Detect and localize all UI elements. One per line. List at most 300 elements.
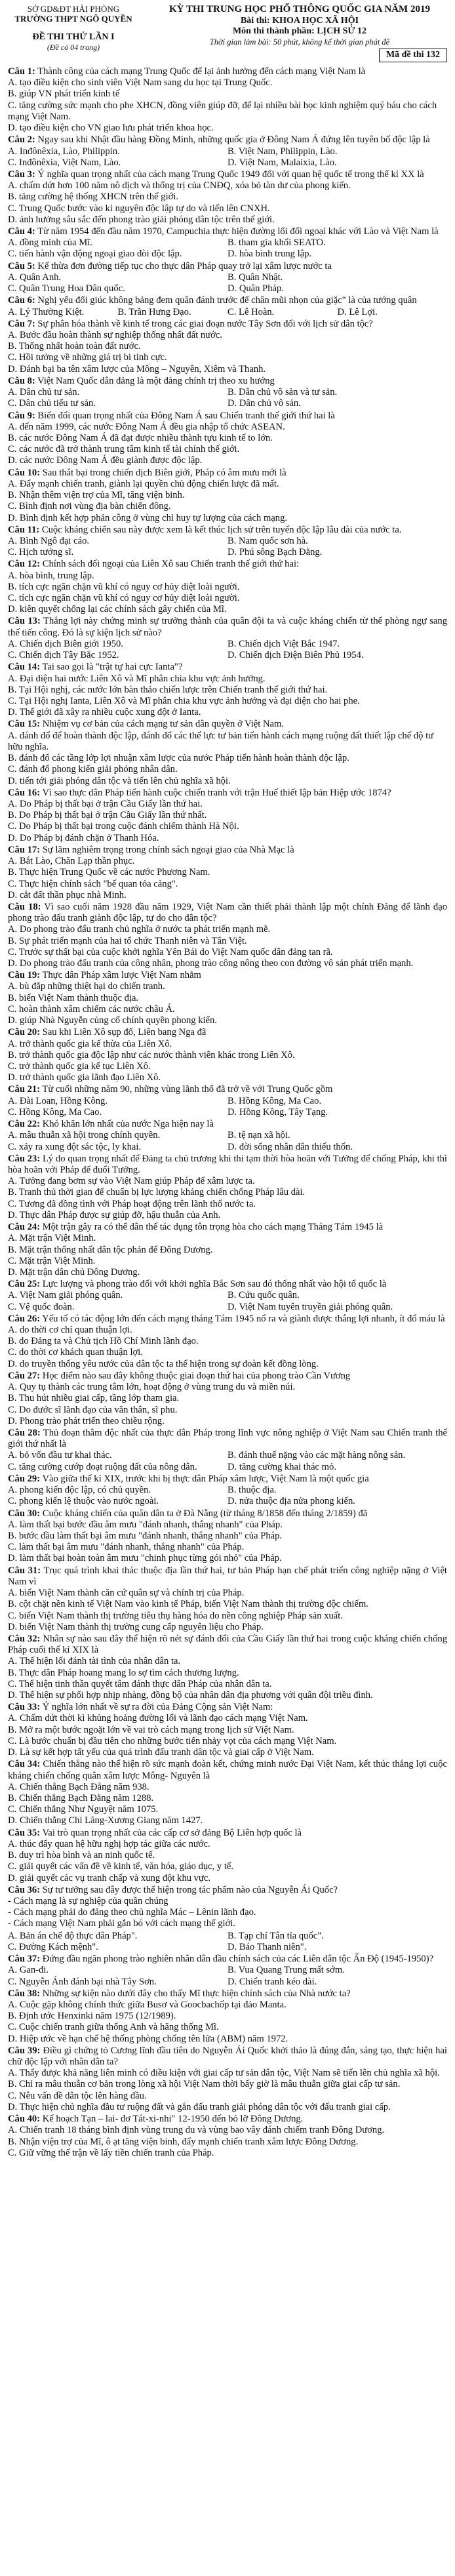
answer-option: C. Vệ quốc đoàn.: [8, 1301, 75, 1312]
question-item: [8, 1314, 447, 1370]
question-number: Câu 23:: [8, 1153, 41, 1164]
answer-option: C. Thực hiện chính sách "bế quan tỏa cảng".: [8, 878, 178, 889]
question-text: Trục quá trình khai thác thuộc địa lần thứ hai, tư bản Pháp hạn chế phát triển công nghiệp nặng ở Việt Nam vì: [8, 1565, 447, 1587]
question-text: Sự tư tưởng sau đây được thể hiện trong tác phẩm nào của Nguyễn Ái Quốc?: [40, 1884, 338, 1895]
exam-code-box: Mã đề thi 132: [379, 49, 447, 62]
question-item: [8, 719, 447, 786]
answer-option: D. làm thất bại hoàn toàn âm mưu "chinh phục từng gói nhỏ" của Pháp.: [8, 1553, 282, 1564]
question-text: Cuộc kháng chiến của quân dân ta ở Đà Nẵng (từ tháng 8/1858 đến tháng 2/1859) đã: [40, 1508, 368, 1519]
question-text: Cuộc kháng chiến sau này được xem là kết thúc lịch sử trên tuyến độc lập lâu dài của nước ta.: [39, 524, 402, 535]
question-number: Câu 7:: [8, 318, 35, 329]
question-stem: [8, 1084, 447, 1095]
answer-option: C. Đường Kách mệnh".: [8, 1941, 98, 1952]
answer-option: A. Chiến dịch Biên giới 1950.: [8, 638, 123, 649]
question-text: Ngay sau khi Nhật đầu hàng Đồng Minh, những quốc gia ở Đông Nam Á đứng lên tuyên bố độc lập là: [35, 134, 430, 146]
answer-options: [8, 1382, 447, 1427]
answer-option: D. Chiến tranh kéo dài.: [227, 1976, 317, 1987]
answer-option: C. Do đước sĩ lãnh đạo của văn thân, sĩ phu.: [8, 1404, 178, 1415]
question-text: Sau thắt bại trong chiến dịch Biên giới, Pháp có âm mưu mới là: [40, 467, 287, 478]
question-item: [8, 970, 447, 1026]
answer-option: B. Nam quốc sơn hà.: [227, 535, 308, 546]
answer-options: [8, 2000, 447, 2045]
answer-options: [8, 272, 447, 294]
answer-options: [8, 1176, 447, 1221]
answer-option: A. Lý Thường Kiệt.: [8, 306, 85, 317]
question-text: Vai trò quan trọng nhất của các cấp cơ sở đảng Bộ Liên hợp quốc là: [40, 1827, 302, 1838]
answer-option: C. Giữ vững thế trận về lấy tiền chiến tranh của Pháp.: [8, 2147, 214, 2158]
question-item: [8, 1027, 447, 1083]
answer-option: A. Tưởng đang bơm sự vào Việt Nam giúp Pháp để xâm lược ta.: [8, 1176, 255, 1187]
question-number: Câu 18:: [8, 901, 41, 912]
pages-note: (Đề có 04 trang): [47, 43, 100, 52]
question-stem: [8, 1474, 447, 1485]
question-stem: [8, 134, 447, 146]
question-text: Chiến thắng nào thể hiện rõ sức mạnh đoàn kết, chứng minh nước Đại Việt Nam, kết thúc thắng lợi cuộc kháng chiến chống quân xâm lược Mông- Nguyên là: [8, 1759, 447, 1781]
question-stem: [8, 1565, 447, 1588]
question-stem: [8, 295, 447, 306]
answer-option: A. Quân Anh.: [8, 272, 62, 283]
question-item: [8, 226, 447, 260]
question-number: Câu 16:: [8, 787, 41, 798]
question-number: Câu 35:: [8, 1827, 41, 1838]
subject-group: Bài thi: KHOA HỌC XÃ HỘI: [240, 15, 359, 26]
answer-option: C. xảy ra xung đột sắc tộc, ly khai.: [8, 1141, 142, 1152]
question-stem: [8, 1222, 447, 1233]
answer-option: C. Hồng Kông, Ma Cao.: [8, 1106, 102, 1117]
question-stem: [8, 1154, 447, 1176]
question-number: Câu 9:: [8, 410, 35, 421]
question-stem: [8, 1428, 447, 1450]
question-item: [8, 525, 447, 559]
answer-option: B. đánh đổ các tầng lớp lợi nhuận xâm lược của nước Pháp tiến hành hoàn thành độc lập.: [8, 753, 349, 764]
answer-option: C. biến Việt Nam thành thị trường tiêu thụ hàng hóa do nền công nghiệp Pháp sản xuất.: [8, 1610, 343, 1621]
answer-options: [8, 77, 447, 134]
answer-option: A. Đại diện hai nước Liên Xô và Mĩ phân chia khu vực ảnh hưởng.: [8, 673, 266, 684]
question-stem: [8, 1988, 447, 2000]
question-item: [8, 1474, 447, 1508]
question-stem: [8, 1954, 447, 1965]
answer-option: A. Do Pháp bị thất bại ở trận Cầu Giấy lần thứ hai.: [8, 798, 203, 809]
answer-option: B. Chiến thắng Bạch Đằng năm 1288.: [8, 1793, 154, 1804]
answer-option: B. trở thành quốc gia độc lập như các nước thành viên khác trong Liên Xô.: [8, 1049, 295, 1060]
answer-options: [8, 571, 447, 616]
question-list: [8, 66, 447, 2159]
question-item: [8, 1428, 447, 1473]
question-stem: [8, 719, 447, 730]
question-text: Ý nghĩa lớn nhất về sự ra đời của Đảng Cộng sản Việt Nam:: [40, 1702, 273, 1713]
answer-options: [8, 1588, 447, 1633]
answer-option: B. Cứu quốc quân.: [227, 1290, 300, 1301]
question-text: Thủ đoạn thâm độc nhất của thực dân Pháp trong lĩnh vực nông nghiệp ở Việt Nam sau Chiến tranh thế giới thứ nhất là: [8, 1428, 447, 1450]
answer-option: A. Việt Nam giải phóng quân.: [8, 1290, 123, 1301]
answer-option: A. Thế hiện lối đánh tài tình của nhân dân ta.: [8, 1656, 181, 1667]
answer-options: [8, 1713, 447, 1758]
question-number: Câu 4:: [8, 226, 35, 237]
answer-options: [8, 1096, 447, 1118]
question-stem: [8, 261, 447, 272]
answer-option: B. tham gia khối SEATO.: [227, 237, 326, 249]
answer-option: A. đến năm 1999, các nước Đông Nam Á đều gia nhập tổ chức ASEAN.: [8, 421, 285, 432]
question-item: [8, 376, 447, 410]
question-number: Câu 11:: [8, 524, 40, 535]
answer-option: B. tệ nạn xã hội.: [227, 1130, 290, 1141]
answer-option: B. Thực hiện Trung Quốc về các nước Phương Nam.: [8, 867, 210, 878]
question-item: [8, 902, 447, 969]
answer-options: [8, 2068, 447, 2113]
question-item: [8, 559, 447, 615]
answer-option: C. Quân Trung Hoa Dân quốc.: [8, 283, 125, 294]
answer-options: [8, 1290, 447, 1312]
answer-option: A. Đẩy mạnh chiến tranh, giành lại quyền chủ động chiến lược đã mất.: [8, 478, 279, 489]
answer-option: A. Chấm dứt thời kì khủng hoảng đường lối và lãnh đạo cách mạng Việt Nam.: [8, 1713, 308, 1724]
question-item: [8, 845, 447, 901]
answer-option: A. phong kiến độc lập, có chủ quyền.: [8, 1485, 151, 1496]
answer-option: C. hoàn thành xâm chiếm các nước châu Á.: [8, 1003, 175, 1015]
answer-option: A. Chiến tranh 18 tháng bình định vùng trung du và vùng bao vây đánh chiếm tranh Đông Dương.: [8, 2125, 385, 2136]
answer-option: C. Là bước chuẩn bị đầu tiên cho những bước tiến nhảy vọt của cách mạng Việt Nam.: [8, 1735, 337, 1746]
answer-option: D. Thể hiện sự phối hợp nhịp nhàng, đồng bộ của nhân dân địa phương với quân đội triều đình.: [8, 1690, 373, 1701]
answer-options: [8, 1450, 447, 1472]
question-text: Nhân sự nào sau đây thể hiện rõ nét sự đánh đổi của Cầu Giấy lần thứ hai trong cuộc kháng chiến chống Pháp cuối thế kỉ XIX là: [8, 1633, 447, 1656]
question-stem: [8, 226, 447, 237]
question-stem: [8, 1027, 447, 1038]
answer-option: - Cách mạng Việt Nam phải gắn bó với cách mạng thế giới.: [8, 1918, 236, 1929]
question-item: [8, 261, 447, 295]
answer-option: A. tạo điều kiện cho sinh viên Việt Nam sang du học tại Trung Quốc.: [8, 77, 273, 89]
question-text: Biến đổi quan trọng nhất của Đông Nam Á sau Chiến tranh thế giới thứ hai là: [35, 410, 335, 421]
question-text: Điều gì chứng tỏ Cương lĩnh đầu tiên do Nguyễn Ái Quốc khởi thảo là đúng đắn, sáng tạo, thực hiện hai chữ độc lập với nhân dân ta?: [8, 2045, 447, 2068]
answer-option: A. Chiến thắng Bạch Đằng năm 938.: [8, 1781, 149, 1792]
answer-option: D. Phong trào phát triển theo chiều rộng.: [8, 1415, 165, 1426]
answer-option: D. Bình định kết hợp phản công ở vùng chỉ huy tự lượng của cách mạng.: [8, 512, 288, 523]
question-text: Nghị yếu đối giúc không bảng đem quân đánh trước để chân mũi nhọn của giặc" là của tướng quân: [35, 295, 417, 306]
question-item: [8, 1371, 447, 1427]
answer-option: A. do thời cơ chỉ quan thuận lợi.: [8, 1325, 132, 1336]
answer-option: A. Mặt trận Việt Minh.: [8, 1233, 96, 1244]
answer-options: [8, 536, 447, 558]
answer-option: D. ảnh hưởng sâu sắc đến phong trào giải phóng dân tộc trên thế giới.: [8, 214, 275, 225]
answer-option: B. biến Việt Nam thành thuộc địa.: [8, 992, 139, 1003]
answer-options: [8, 479, 447, 524]
answer-option: B. Hồng Kông, Ma Cao.: [227, 1095, 322, 1106]
question-number: Câu 17:: [8, 844, 41, 855]
question-stem: [8, 1279, 447, 1290]
answer-option: D. Quân Pháp.: [227, 283, 284, 294]
answer-option: B. thuộc địa.: [227, 1485, 277, 1496]
question-stem: [8, 1702, 447, 1713]
answer-option: B. đánh thuế nặng vào các mặt hàng nông sản.: [227, 1450, 406, 1461]
answer-option: B. Trần Hưng Đạo.: [117, 306, 191, 317]
question-number: Câu 1:: [8, 66, 35, 77]
question-number: Câu 39:: [8, 2045, 41, 2056]
answer-option: D. kiên quyết chống lại các chính sách gây chiến của Mĩ.: [8, 604, 227, 615]
answer-option: A. Bắt Lào, Chăn Lạp thần phục.: [8, 856, 135, 867]
answer-option: C. tích cực ngăn chặn vũ khí có nguy cơ hủy diệt loài người.: [8, 593, 240, 604]
answer-option: C. Hồi tưởng về những giá trị bi tinh cực.: [8, 352, 167, 363]
question-text: Kế hoạch Tạn – lai- đơ Tát-xi-nhi" 12-1950 đến bỏ lỡ Đông Dương.: [40, 2114, 304, 2125]
question-stem: [8, 1885, 447, 1896]
time-note: Thời gian làm bài: 50 phút, không kể thời gian phát đề: [209, 37, 390, 47]
exam-title-block: [152, 4, 447, 62]
question-item: [8, 468, 447, 524]
question-text: Thắng lợi này chứng minh sự trưởng thành của quân đội ta và cuộc kháng chiến từ thế phòng ngự sang thế tiến công. Đó là sự kiện lịch sử nào?: [8, 616, 447, 638]
question-stem: [8, 616, 447, 638]
answer-option: C. Cuộc chiến tranh giữa thống Anh và hăng thống Mĩ.: [8, 2022, 219, 2033]
question-stem: [8, 970, 447, 981]
question-number: Câu 13:: [8, 616, 41, 627]
answer-option: D. tiến tới giải phóng dân tộc và tiến lên chủ nghĩa xã hội.: [8, 775, 231, 786]
answer-options: [8, 180, 447, 226]
question-item: [8, 1508, 447, 1565]
question-number: Câu 37:: [8, 1954, 41, 1965]
answer-option: A. làm thất bại bước đầu âm mưu "đánh nhanh, thắng nhanh" của Pháp.: [8, 1519, 283, 1530]
answer-options: [8, 237, 447, 260]
answer-option: C. Trung Quốc bước vào kỉ nguyên độc lập tự do và tiến lên CNXH.: [8, 203, 270, 214]
answer-option: C. do thời cơ khách quan thuận lợi.: [8, 1347, 143, 1358]
question-stem: [8, 788, 447, 799]
answer-option: C. Chiến dịch Tây Bắc 1952.: [8, 650, 119, 661]
question-text: Tai sao gọi là "trật tự hai cực Ianta"?: [40, 662, 183, 673]
answer-option: D. Lê Lợi.: [337, 306, 378, 317]
question-number: Câu 28:: [8, 1428, 41, 1439]
answer-option: B. Mặt trận thống nhất dân tộc phản đế Đông Dương.: [8, 1244, 213, 1255]
question-item: [8, 1759, 447, 1826]
question-number: Câu 30:: [8, 1508, 41, 1519]
question-text: Từ năm 1954 đến đầu năm 1970, Campuchia thực hiện đường lối đối ngoại khác với Lào và Việt Nam là: [35, 226, 439, 237]
question-text: Nhiệm vụ cơ bản của cách mạng tư sản dân quyền ở Việt Nam.: [40, 719, 284, 730]
answer-option: C. Bình định nơi vùng địa bàn chiến đông.: [8, 501, 171, 512]
answer-options: [8, 674, 447, 719]
question-stem: [8, 376, 447, 387]
question-stem: [8, 1371, 447, 1382]
answer-option: D. Phú sông Bạch Đằng.: [227, 547, 323, 558]
answer-option: D. hòa bình trung lập.: [227, 249, 312, 260]
question-text: Một trận gây ra có thể dân thể tác dụng tôn trọng hòa cho cách mạng Tháng Tám 1945 là: [40, 1222, 384, 1233]
question-number: Câu 38:: [8, 1988, 41, 1999]
answer-option: B. Việt Nam, Philippin, Lào.: [227, 146, 338, 157]
answer-option: B. Nhận thêm viện trợ của Mĩ, tăng viện binh.: [8, 490, 185, 501]
question-item: [8, 1279, 447, 1313]
exam-label: ĐỀ THI THỬ LẦN I: [32, 31, 115, 42]
answer-option: C. giải quyết các vấn đề về kinh tế, văn hóa, giáo dục, y tế.: [8, 1861, 234, 1872]
question-item: [8, 1119, 447, 1153]
answer-option: A. thúc đẩy quan hệ hữu nghị hợp tác giữa các nước.: [8, 1838, 210, 1849]
answer-options: [8, 330, 447, 375]
question-number: Câu 12:: [8, 559, 41, 570]
answer-options: [8, 1519, 447, 1565]
answer-option: B. giúp VN phát triển kinh tế: [8, 89, 120, 100]
answer-option: D. Thực hiện chủ nghĩa đầu tư ruộng đất và gắn đấu tranh giải phóng dân tộc với đấu tranh giai cấp.: [8, 2101, 391, 2112]
question-number: Câu 19:: [8, 970, 41, 981]
question-text: Khó khăn lớn nhất của nước Nga hiện nay là: [40, 1119, 214, 1130]
answer-option: D. Mặt trận dân chủ Đông Dương.: [8, 1266, 140, 1278]
answer-options: [8, 1931, 447, 1953]
answer-option: C. Chiến thắng Như Nguyệt năm 1075.: [8, 1804, 159, 1815]
answer-option: A. Inđônêxia, Lào, Philippin.: [8, 146, 120, 157]
question-stem: [8, 2045, 447, 2068]
question-number: Câu 26:: [8, 1313, 41, 1324]
answer-option: B. Chỉ ra mâu thuẫn cơ bản trong lòng xã hội Việt Nam thời bấy giờ là mâu thuẫn giữa giai cấp tư sản.: [8, 2079, 401, 2090]
answer-options: [8, 1896, 447, 1930]
answer-option: D. Do phong trào đấu tranh của công nhân, phong trào công nông theo con đường vô sản phát triển mạnh.: [8, 958, 414, 969]
question-item: [8, 1885, 447, 1930]
question-stem: [8, 411, 447, 422]
answer-option: A. Gan-đi.: [8, 1965, 49, 1976]
answer-options: [8, 1839, 447, 1884]
answer-options: [8, 146, 447, 169]
answer-options: [8, 1130, 447, 1152]
answer-options: [8, 307, 447, 318]
answer-option: B. các nước Đông Nam Á đã đạt được nhiều thành tựu kinh tế to lớn.: [8, 432, 273, 443]
answer-option: B. Vua Quang Trung mất sớm.: [227, 1965, 345, 1976]
question-text: Vì sao cuối năm 1928 đầu năm 1929, Việt Nam cần thiết phải thành lập một chính Đảng để lãnh đạo phong trào đấu tranh giành độc lập, tự do cho dân tộc?: [8, 901, 447, 924]
question-text: Ý nghĩa quan trọng nhất của cách mạng Trung Quốc 1949 đối với quan hệ quốc tế trong thế kỉ XX là: [35, 169, 424, 180]
question-text: Sự lãm nghiêm trọng trong chính sách ngoại giao của Nhà Mạc là: [40, 844, 294, 855]
question-text: Việt Nam Quốc dân đảng là một đảng chính trị theo xu hướng: [35, 375, 275, 386]
answer-option: D. Thế giới đã xây ra nhiều cuộc xung đột ở Ianta.: [8, 707, 201, 718]
question-stem: [8, 468, 447, 479]
question-text: Vào giữa thế kỉ XIX, trước khi bị thực dân Pháp xâm lược, Việt Nam là một quốc gia: [40, 1473, 369, 1484]
answer-options: [8, 799, 447, 844]
answer-option: A. đánh đổ để hoàn thành độc lập, đánh đổ các thế lực tư bản tiến hành cách mạng ruộng đất thiết lập chế độ tư hữu nghĩa.: [8, 730, 434, 752]
answer-option: C. Hịch tướng sĩ.: [8, 547, 74, 558]
question-stem: [8, 559, 447, 570]
answer-option: C. Mặt trận Việt Minh.: [8, 1255, 96, 1266]
answer-option: B. Thu hút nhiều giai cấp, tầng lớp tham gia.: [8, 1393, 180, 1404]
answer-options: [8, 422, 447, 467]
answer-option: B. Quân Nhật.: [227, 272, 283, 283]
question-item: [8, 1931, 447, 1953]
answer-option: D. Đánh bại ba tên xâm lược của Mông – Nguyên, Xiêm và Thanh.: [8, 363, 266, 374]
answer-option: C. Thể hiện tinh thần quyết tâm đánh thực dân Pháp của nhân dân ta.: [8, 1678, 272, 1689]
question-item: [8, 1702, 447, 1758]
answer-option: C. đánh đổ phong kiến giải phóng nhân dân.: [8, 764, 178, 775]
answer-option: A. bù đắp những thiệt hại do chiến tranh.: [8, 981, 165, 992]
answer-option: C. Tương đã đồng tình với Pháp hoạt động trên lãnh thổ nước ta.: [8, 1198, 256, 1209]
answer-option: D. giải quyết các vụ tranh chấp và xung đột khu vực.: [8, 1872, 211, 1883]
question-item: [8, 169, 447, 226]
answer-option: C. phong kiến lệ thuộc vào nước ngoài.: [8, 1496, 159, 1507]
question-stem: [8, 319, 447, 330]
answer-option: D. cắt đất thần phục nhà Minh.: [8, 889, 127, 900]
answer-option: D. Việt Nam, Malaixia, Lào.: [227, 157, 337, 168]
answer-option: D. Chiến dịch Điện Biên Phủ 1954.: [227, 650, 364, 661]
answer-options: [8, 1656, 447, 1701]
question-item: [8, 319, 447, 375]
question-text: Kế thừa đơn đường tiếp tục cho thực dân Pháp quay trở lại xâm lược nước ta: [35, 260, 332, 272]
answer-option: D. các nước Đông Nam Á đều giành được độc lập.: [8, 455, 203, 466]
answer-option: D. Hồng Kông, Tây Tạng.: [227, 1106, 328, 1117]
question-text: Học điểm nào sau đây không thuộc giai đoạn thứ hai của phong trào Cần Vương: [40, 1370, 351, 1381]
answer-option: D. Thực dân Pháp được sự giúp đỡ, hậu thuẫn của Anh.: [8, 1209, 221, 1220]
answer-option: A. mâu thuẫn xã hội trong chính quyền.: [8, 1130, 161, 1141]
answer-option: - Cách mạng là sự nghiệp của quần chúng: [8, 1895, 168, 1906]
question-stem: [8, 1314, 447, 1325]
answer-option: A. Thấy được khả năng liên minh có điều kiện với giai cấp tư sản dân tộc, Việt Nam sẽ tiến lên chủ nghĩa xã hội.: [8, 2068, 440, 2079]
question-item: [8, 1222, 447, 1278]
answer-options: [8, 1965, 447, 1987]
answer-option: C. tăng cường sức mạnh cho phe XHCN, đồng viên giúp đỡ, để lại nhiều bài học kinh nghiệm quý báu cho cách mạng Việt Nam.: [8, 100, 437, 122]
answer-options: [8, 731, 447, 787]
question-number: Câu 6:: [8, 295, 35, 306]
answer-option: - Cách mạng phải do đảng theo chủ nghĩa Mác – Lênin lãnh đạo.: [8, 1907, 256, 1918]
answer-option: A. hòa bình, trung lập.: [8, 570, 94, 581]
answer-option: C. Tại Hội nghị Ianta, Liên Xô và Mĩ phân chia khu vực ảnh hưởng và đại diện cho hai phe.: [8, 696, 360, 707]
question-stem: [8, 1634, 447, 1656]
question-stem: [8, 525, 447, 536]
answer-option: D. Là sự kết hợp tất yếu của quá trình đấu tranh dân tộc và giai cấp ở Việt Nam.: [8, 1747, 314, 1758]
question-item: [8, 662, 447, 718]
question-number: Câu 36:: [8, 1884, 41, 1895]
answer-option: A. bỏ vốn đầu tư khai thác.: [8, 1450, 112, 1461]
answer-options: [8, 924, 447, 969]
department-name: SỞ GD&ĐT HẢI PHÒNG: [27, 4, 120, 14]
answer-option: D. tạo điều kiện cho VN giao lưu phát triển khoa học.: [8, 123, 214, 134]
question-number: Câu 15:: [8, 719, 41, 730]
question-item: [8, 788, 447, 844]
answer-options: [8, 2125, 447, 2159]
question-item: [8, 1084, 447, 1118]
question-number: Câu 20:: [8, 1027, 41, 1038]
answer-option: A. Do phong trào đấu tranh chủ nghĩa ở nước ta phát triển mạnh mẽ.: [8, 924, 271, 935]
answer-option: A. Đài Loan, Hồng Kông.: [8, 1095, 108, 1106]
exam-header: [8, 4, 447, 62]
answer-option: B. Tại Hội nghị, các nước lớn bàn thảo chiến lược trên Chiến tranh thế giới thứ hai.: [8, 684, 328, 695]
answer-option: D. Việt Nam tuyên truyền giải phóng quân.: [227, 1301, 393, 1312]
answer-option: B. Thực dân Pháp hoang mang lo sợ tìm cách thương lượng.: [8, 1667, 239, 1678]
answer-options: [8, 1485, 447, 1507]
question-text: Lý do quan trọng nhất để Đảng ta chủ trương khi thi tạm thời hòa hoãn với Tưởng để chống Pháp, khi thì hòa hoãn với Pháp để đuổi Tưởng.: [8, 1153, 447, 1175]
question-item: [8, 1634, 447, 1701]
answer-option: B. cột chặt nền kinh tế Việt Nam vào kinh tế Pháp, biến Việt Nam thành thị trường độc chiếm.: [8, 1599, 368, 1610]
question-text: Thành công của cách mạng Trung Quốc để lại ảnh hưởng đến cách mạng Việt Nam là: [35, 66, 366, 77]
answer-option: A. chấm dứt hơn 100 năm nô dịch và thống trị của CNĐQ, xóa bỏ tàn dư của phong kiến.: [8, 180, 351, 191]
answer-option: C. Do Pháp bị thất bại trong cuộc đánh chiếm thành Hà Nội.: [8, 821, 239, 832]
answer-option: D. đời sống nhân dân thiếu thốn.: [227, 1141, 353, 1152]
answer-option: B. Nhận viện trợ của Mĩ, ô ạt tăng viện binh, đẩy mạnh chiến tranh xâm lược Đông Dương.: [8, 2136, 359, 2147]
question-number: Câu 5:: [8, 260, 35, 272]
question-stem: [8, 66, 447, 77]
answer-option: D. do truyền thống yêu nước của dân tộc ta thể hiện trong sự đoàn kết đồng lòng.: [8, 1358, 319, 1369]
answer-option: D. Do Pháp bị đánh chặn ở Thanh Hóa.: [8, 832, 159, 843]
answer-option: C. trở thành quốc gia kế tục Liên Xô.: [8, 1061, 151, 1072]
answer-option: B. tích cực ngăn chặn vũ khí có nguy cơ hủy diệt loài người.: [8, 581, 240, 592]
answer-option: A. biến Việt Nam thành căn cứ quân sự và chính trị của Pháp.: [8, 1588, 245, 1599]
subject-name: Môn thi thành phần: LỊCH SỬ 12: [232, 26, 367, 37]
question-number: Câu 34:: [8, 1759, 41, 1770]
answer-option: C. Lê Hoàn.: [227, 306, 275, 317]
question-number: Câu 21:: [8, 1084, 41, 1095]
question-text: Những sự kiện nào dưới đây cho thấy Mĩ thực hiện chính sách của Nhà nước ta?: [40, 1988, 351, 1999]
question-stem: [8, 169, 447, 180]
question-item: [8, 616, 447, 661]
question-item: [8, 66, 447, 134]
answer-options: [8, 856, 447, 901]
exam-title: KỲ THI TRUNG HỌC PHỔ THÔNG QUỐC GIA NĂM 2019: [169, 4, 430, 14]
question-text: Yếu tố có tác động lớn đến cách mạng tháng Tám 1945 nổ ra và giành được thắng lợi nhanh, ít đổ máu là: [40, 1313, 445, 1324]
answer-option: B. Sự phát triển mạnh của hai tổ chức Thanh niên và Tân Việt.: [8, 935, 247, 946]
answer-option: C. Dân chủ tiểu tư sản.: [8, 398, 96, 409]
answer-options: [8, 387, 447, 409]
answer-option: B. duy trì hòa bình và an ninh quốc tế.: [8, 1850, 155, 1861]
answer-option: C. Inđônêxia, Việt Nam, Lào.: [8, 157, 121, 168]
answer-option: B. Tranh thủ thời gian để chuẩn bị lực lượng kháng chiến chống Pháp lâu dài.: [8, 1187, 306, 1198]
question-stem: [8, 2114, 447, 2125]
question-number: Câu 40:: [8, 2114, 41, 2125]
answer-option: A. trở thành quốc gia kế thừa của Liên Xô.: [8, 1038, 172, 1049]
question-item: [8, 134, 447, 169]
answer-option: D. nửa thuộc địa nửa phong kiến.: [227, 1496, 355, 1507]
